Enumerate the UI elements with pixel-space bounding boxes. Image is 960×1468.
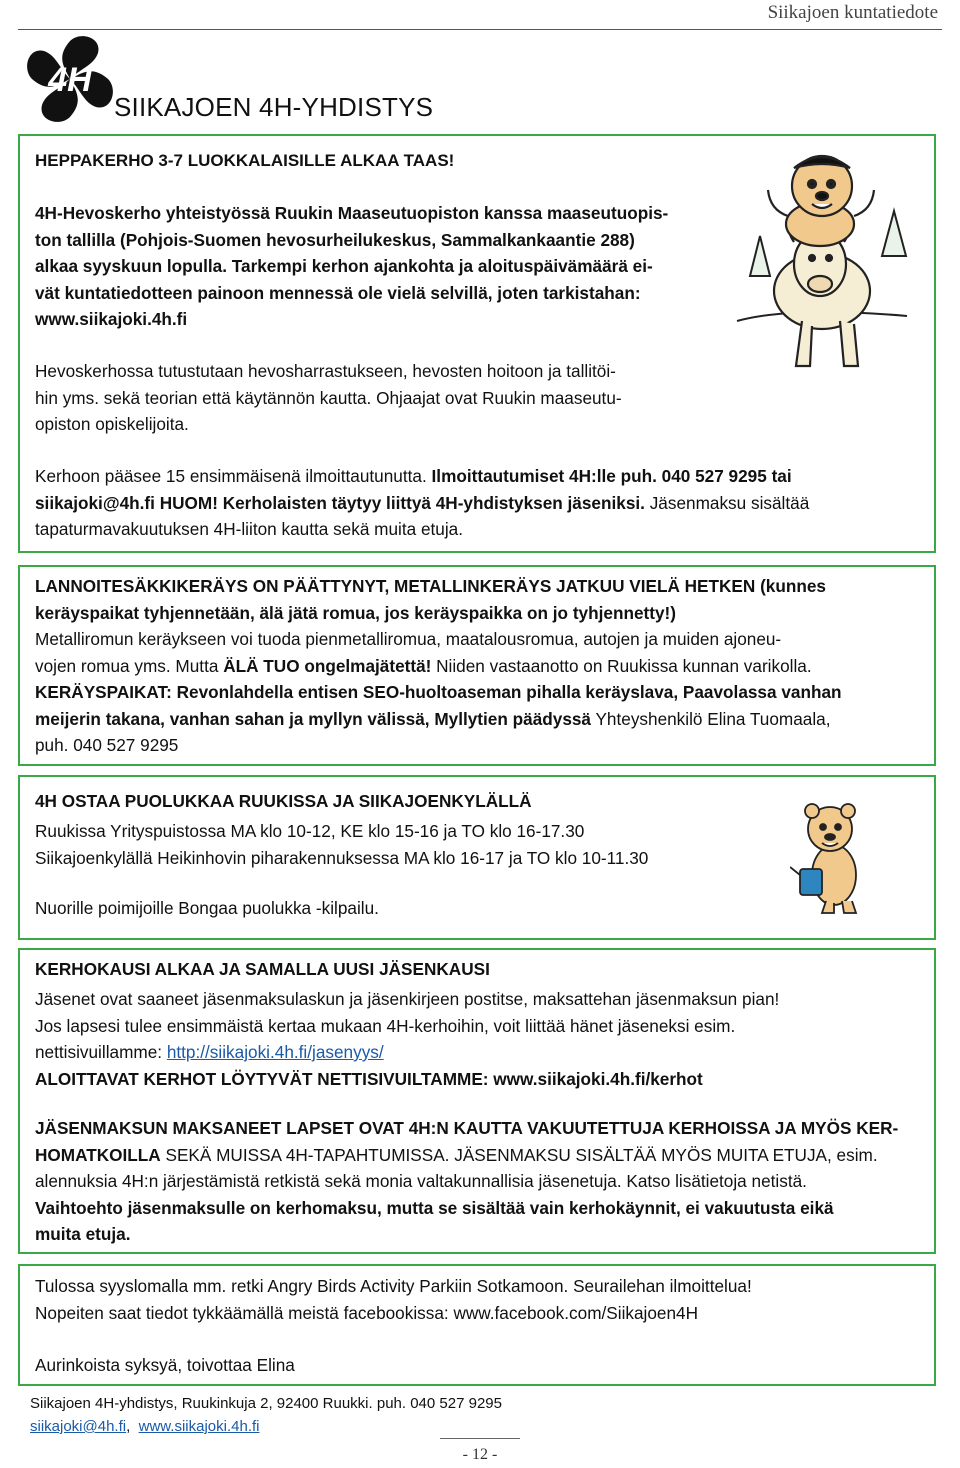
club-season-line-9: muita etuja. bbox=[35, 1224, 131, 1244]
bear-with-watering-can-illustration-icon bbox=[790, 797, 870, 917]
club-season-heading: KERHOKAUSI ALKAA JA SAMALLA UUSI JÄSENKAUSI bbox=[35, 959, 490, 979]
intro-line-3: alkaa syyskuun lopulla. Tarkempi kerhon ajankohta ja aloituspäivämäärä ei- bbox=[35, 256, 653, 276]
scrap-line-4: vojen romua yms. Mutta ÄLÄ TUO ongelmajätettä! Niiden vastaanotto on Ruukissa kunnan varikolla. bbox=[35, 655, 812, 676]
intro-line-2: ton tallilla (Pohjois-Suomen hevosurheilukeskus, Sammalkankaantie 288) bbox=[35, 229, 635, 250]
lingonberry-line-3: Nuorille poimijoille Bongaa puolukka -kilpailu. bbox=[35, 898, 379, 918]
bear-riding-horse-illustration-icon bbox=[732, 146, 912, 378]
club-season-line-1: Jäsenet ovat saaneet jäsenmaksulaskun ja jäsenkirjeen postitse, maksattehan jäsenmaksun pian! bbox=[35, 989, 780, 1009]
page-number-rule bbox=[440, 1438, 520, 1439]
intro-line-4: vät kuntatiedotteen painoon mennessä ole vielä selvillä, joten tarkistahan: bbox=[35, 282, 641, 303]
lingonberry-line-1: Ruukissa Yrityspuistossa MA klo 10-12, KE klo 15-16 ja TO klo 16-17.30 bbox=[35, 821, 585, 841]
para3-line-2: siikajoki@4h.fi HUOM! Kerholaisten täytyy liittyä 4H-yhdistyksen jäseniksi. Jäsenmaksu sisältää bbox=[35, 492, 810, 513]
upcoming-line-2: Nopeiten saat tiedot tykkäämällä meistä facebookissa: www.facebook.com/Siikajoen4H bbox=[35, 1302, 699, 1323]
para2-line-2: hin yms. sekä teorian että käytännön kautta. Ohjaajat ovat Ruukin maaseutu- bbox=[35, 387, 622, 408]
club-season-line-6: HOMATKOILLA SEKÄ MUISSA 4H-TAPAHTUMISSA. JÄSENMAKSU SISÄLTÄÄ MYÖS MUITA ETUJA, esim. bbox=[35, 1144, 878, 1165]
para3-line-3: tapaturmavakuutuksen 4H-liiton kautta sekä muita etuja. bbox=[35, 519, 464, 539]
scrap-collection-box bbox=[18, 565, 936, 766]
scrap-line-3: Metalliromun keräykseen voi tuoda pienmetalliromua, maatalousromua, autojen ja muiden ajoneu- bbox=[35, 629, 782, 649]
intro-line-1: 4H-Hevoskerho yhteistyössä Ruukin Maaseutuopiston kanssa maaseutuopis- bbox=[35, 203, 669, 223]
horse-club-heading: HEPPAKERHO 3-7 LUOKKALAISILLE ALKAA TAAS! bbox=[35, 151, 455, 170]
lingonberry-box bbox=[18, 775, 936, 940]
4h-clover-logo-icon bbox=[24, 33, 116, 125]
footer-links: siikajoki@4h.fi, www.siikajoki.4h.fi bbox=[30, 1418, 260, 1435]
intro-line-5: www.siikajoki.4h.fi bbox=[35, 309, 188, 329]
upcoming-line-3: Aurinkoista syksyä, toivottaa Elina bbox=[35, 1355, 295, 1375]
membership-link[interactable]: http://siikajoki.4h.fi/jasenyys/ bbox=[166, 1042, 384, 1062]
scrap-line-5: KERÄYSPAIKAT: Revonlahdella entisen SEO-huoltoaseman pihalla keräyslava, Paavolassa vanhan bbox=[35, 682, 842, 702]
lingonberry-heading: 4H OSTAA PUOLUKKAA RUUKISSA JA SIIKAJOENKYLÄLLÄ bbox=[35, 791, 532, 811]
scrap-line-6: meijerin takana, vanhan sahan ja myllyn välissä, Myllytien päädyssä Yhteyshenkilö Elina Tuomaala, bbox=[35, 708, 831, 729]
lingonberry-line-2: Siikajoenkylällä Heikinhovin piharakennuksessa MA klo 16-17 ja TO klo 10-11.30 bbox=[35, 848, 649, 868]
svg-text:4H: 4H bbox=[48, 61, 92, 99]
para2-line-1: Hevoskerhossa tutustutaan hevosharrastukseen, hevosten hoitoon ja tallitöi- bbox=[35, 361, 616, 381]
scrap-line-1: LANNOITESÄKKIKERÄYS ON PÄÄTTYNYT, METALLINKERÄYS JATKUU VIELÄ HETKEN (kunnes bbox=[35, 576, 826, 596]
footer-email-link[interactable]: siikajoki@4h.fi bbox=[30, 1418, 127, 1435]
para3-line-1: Kerhoon pääsee 15 ensimmäisenä ilmoittautunutta. Ilmoittautumiset 4H:lle puh. 040 527 9295 tai bbox=[35, 466, 792, 486]
club-season-line-7: alennuksia 4H:n järjestämistä retkistä sekä monia valtakunnallisia jäsenetuja. Katso lisätietoja netistä. bbox=[35, 1171, 807, 1191]
page-title: SIIKAJOEN 4H-YHDISTYS bbox=[114, 92, 434, 122]
club-season-line-2: Jos lapsesi tulee ensimmäistä kertaa mukaan 4H-kerhoihin, voit liittää hänet jäseneksi esim. bbox=[35, 1015, 736, 1036]
para2-line-3: opiston opiskelijoita. bbox=[35, 414, 189, 434]
club-season-line-3: nettisivuillamme: http://siikajoki.4h.fi/jasenyys/ bbox=[35, 1042, 384, 1062]
horse-club-box bbox=[18, 134, 936, 553]
scrap-line-7: puh. 040 527 9295 bbox=[35, 735, 179, 755]
club-season-line-8: Vaihtoehto jäsenmaksulle on kerhomaksu, mutta se sisältää vain kerhokäynnit, ei vakuutusta eikä bbox=[35, 1197, 834, 1218]
header-rule bbox=[18, 29, 942, 30]
footer-website-link[interactable]: www.siikajoki.4h.fi bbox=[138, 1418, 260, 1435]
footer-address: Siikajoen 4H-yhdistys, Ruukinkuja 2, 92400 Ruukki. puh. 040 527 9295 bbox=[30, 1395, 502, 1412]
club-season-line-5: JÄSENMAKSUN MAKSANEET LAPSET OVAT 4H:N KAUTTA VAKUUTETTUJA KERHOISSA JA MYÖS KER- bbox=[35, 1118, 899, 1138]
club-season-box bbox=[18, 948, 936, 1254]
page-number: - 12 - bbox=[462, 1446, 498, 1463]
publication-name: Siikajoen kuntatiedote bbox=[767, 2, 938, 23]
club-season-line-4: ALOITTAVAT KERHOT LÖYTYVÄT NETTISIVUILTAMME: www.siikajoki.4h.fi/kerhot bbox=[35, 1068, 703, 1089]
upcoming-line-1: Tulossa syyslomalla mm. retki Angry Birds Activity Parkiin Sotkamoon. Seurailehan ilmoittelua! bbox=[35, 1276, 752, 1296]
scrap-line-2: keräyspaikat tyhjennetään, älä jätä romua, jos keräyspaikka on jo tyhjennetty!) bbox=[35, 602, 676, 623]
upcoming-box bbox=[18, 1264, 936, 1386]
